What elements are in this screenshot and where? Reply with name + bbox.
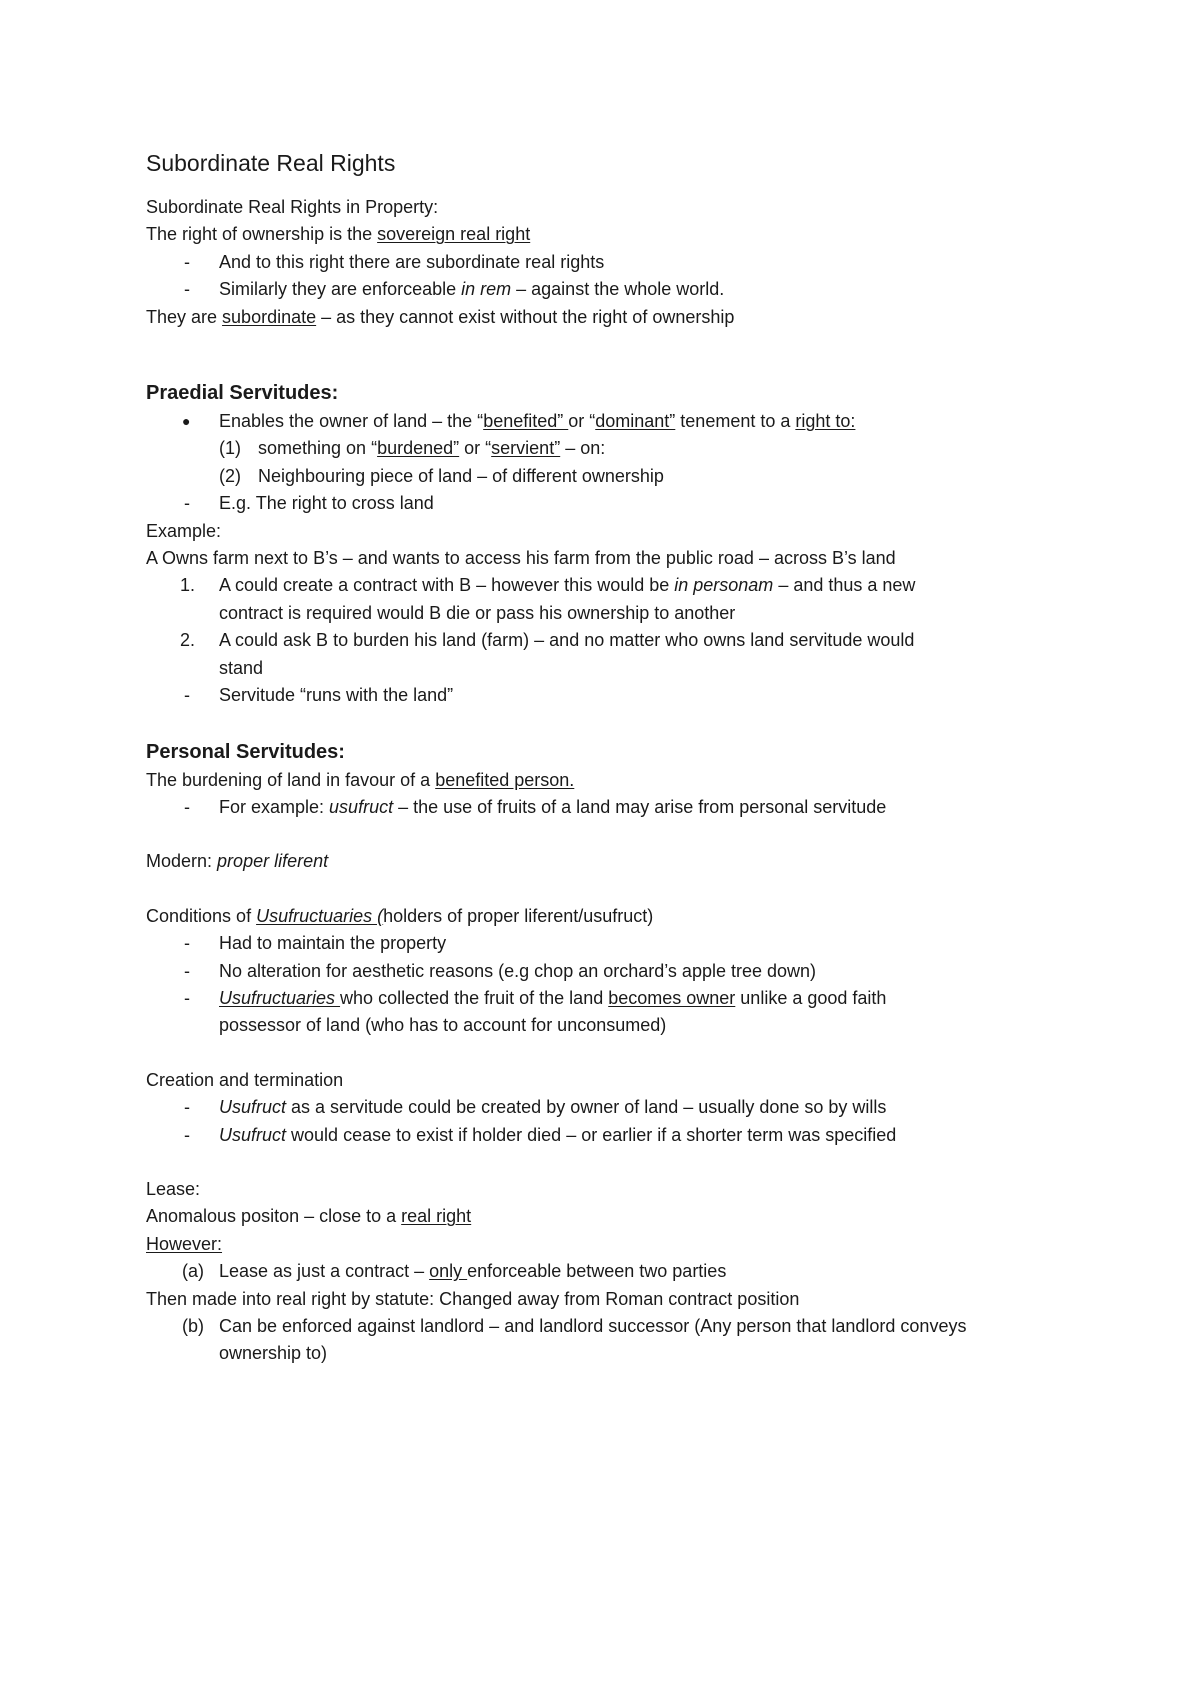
list-item: - Had to maintain the property xyxy=(184,933,447,954)
paragraph-line: Creation and termination xyxy=(146,1069,344,1090)
paragraph-line: The burdening of land in favour of a benefited person. xyxy=(146,769,575,790)
paragraph-line: The right of ownership is the sovereign real right xyxy=(146,224,531,245)
list-item: (a) Lease as just a contract – only enforceable between two parties xyxy=(182,1261,727,1282)
paragraph-line: Example: xyxy=(146,520,222,541)
list-item: 1. A could create a contract with B – however this would be in personam – and thus a new contract is required would B die or pass his ownership to another xyxy=(180,575,916,623)
bullet-icon: ● xyxy=(182,413,191,430)
list-item: 2. A could ask B to burden his land (farm) – and no matter who owns land servitude would stand xyxy=(180,630,915,678)
list-item: - E.g. The right to cross land xyxy=(184,493,434,514)
section-subheading: Lease: xyxy=(146,1178,201,1199)
paragraph-line: Modern: proper liferent xyxy=(146,851,329,872)
paragraph-line: However: xyxy=(146,1233,223,1254)
paragraph-line: They are subordinate – as they cannot exist without the right of ownership xyxy=(146,306,735,327)
page-title: Subordinate Real Rights xyxy=(146,150,396,176)
paragraph-line: A Owns farm next to B’s – and wants to access his farm from the public road – across B’s land xyxy=(146,548,896,569)
list-item: - Usufruct would cease to exist if holder died – or earlier if a shorter term was specified xyxy=(184,1124,897,1145)
list-item: - And to this right there are subordinate real rights xyxy=(184,251,605,272)
list-item: - Usufructuaries who collected the fruit of the land becomes owner unlike a good faith possessor of land (who has to account for unconsumed) xyxy=(184,987,887,1036)
paragraph-line: Then made into real right by statute: Changed away from Roman contract position xyxy=(146,1288,800,1309)
section-heading: Praedial Servitudes: xyxy=(146,382,339,405)
section-subheading: Subordinate Real Rights in Property: xyxy=(146,197,439,217)
list-item: ● Enables the owner of land – the “benefited” or “dominant” tenement to a right to: xyxy=(146,408,1076,435)
list-item: - No alteration for aesthetic reasons (e.g chop an orchard’s apple tree down) xyxy=(184,960,817,981)
paragraph-line: Anomalous positon – close to a real right xyxy=(146,1206,472,1227)
list-item: (2) Neighbouring piece of land – of different ownership xyxy=(219,465,664,486)
list-item: (1) something on “burdened” or “servient” – on: xyxy=(219,438,606,459)
list-item: - Usufruct as a servitude could be created by owner of land – usually done so by wills xyxy=(184,1097,887,1118)
document-body xyxy=(146,148,1076,1368)
list-item: - For example: usufruct – the use of fruits of a land may arise from personal servitude xyxy=(184,796,887,817)
list-item: (b) Can be enforced against landlord – and landlord successor (Any person that landlord conveys ownership to) xyxy=(182,1316,967,1364)
paragraph-line: Conditions of Usufructuaries (holders of proper liferent/usufruct) xyxy=(146,905,654,926)
list-item: - Similarly they are enforceable in rem – against the whole world. xyxy=(184,279,725,300)
section-heading: Personal Servitudes: xyxy=(146,740,345,763)
list-item: - Servitude “runs with the land” xyxy=(184,685,454,706)
